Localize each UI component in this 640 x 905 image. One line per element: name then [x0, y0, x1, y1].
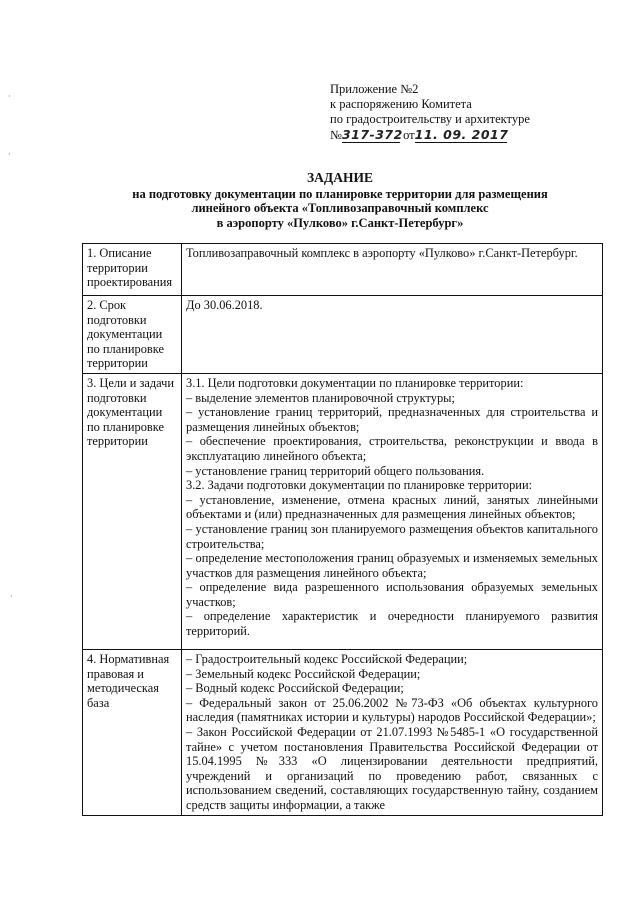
- content-line: – определение вида разрешенного использования образуемых земельных участков;: [186, 580, 598, 609]
- title-line-3: в аэропорту «Пулково» г.Санкт-Петербург»: [216, 215, 464, 230]
- table-row: [83, 373, 603, 649]
- scan-mark: ·: [8, 150, 11, 159]
- title-line-1: на подготовку документации по планировке территории для размещения: [132, 186, 548, 201]
- appendix-line-2: к распоряжению Комитета: [330, 97, 472, 111]
- row-content: [182, 244, 603, 296]
- appendix-header: [330, 82, 590, 143]
- row-label: 3. Цели и задачи подготовки документации по планировке территории: [83, 373, 182, 649]
- appendix-line-3: по градостроительству и архитектуре: [330, 112, 530, 126]
- content-line: – определение местоположения границ образуемых и изменяемых земельных участков для размещения линейного объекта;: [186, 551, 598, 580]
- title-line-2: линейного объекта «Топливозаправочный комплекс: [191, 201, 489, 215]
- content-line: – установление, изменение, отмена красных линий, занятых линейными объектами и (или) предназначенных для размещения линейных объектов;: [186, 492, 598, 522]
- title-main: ЗАДАНИЕ: [307, 170, 373, 185]
- content-line: До 30.06.2018.: [186, 298, 263, 312]
- table-row: [83, 244, 603, 296]
- row-label: 4. Нормативная правовая и методическая база: [83, 649, 182, 815]
- scan-mark: ·: [10, 592, 13, 601]
- appendix-number-date: [330, 127, 590, 143]
- row-content: [182, 296, 603, 374]
- content-line: – определение характеристик и очередности планируемого развития территорий.: [186, 609, 598, 639]
- content-line: – Земельный кодекс Российской Федерации;: [186, 666, 421, 681]
- handwritten-date: 11. 09. 2017: [414, 127, 509, 142]
- content-line: – установление границ территорий, предназначенных для строительства и размещения линейных объектов;: [186, 405, 598, 434]
- content-line: – Водный кодекс Российской Федерации;: [186, 681, 404, 696]
- content-line: – Градостроительный кодекс Российской Федерации;: [186, 651, 468, 666]
- document-title: [80, 171, 600, 230]
- content-line: – обеспечение проектирования, строительства, реконструкции и ввода в эксплуатацию линейного объекта;: [186, 434, 598, 463]
- content-line: 3.2. Задачи подготовки документации по планировке территории:: [186, 478, 533, 493]
- content-line: 3.1. Цели подготовки документации по планировке территории:: [186, 375, 524, 390]
- content-line: – выделение элементов планировочной структуры;: [186, 390, 455, 405]
- date-prefix: от: [403, 128, 415, 142]
- row-label: 2. Срок подготовки документации по планировке территории: [83, 296, 182, 374]
- row-content: [182, 649, 603, 815]
- scan-mark: ·: [8, 92, 11, 101]
- appendix-line-1: Приложение №2: [330, 82, 419, 96]
- table-row: [83, 296, 603, 374]
- task-table: [82, 243, 603, 816]
- content-line: – Закон Российской Федерации от 21.07.1993 №5485-1 «О государственной тайне» с учетом постановления Правительства Российской Федерации от 15.04.1995 №333 «О лицензировании деятельности предприятий, учреждений и организаций по проведению работ, связанных с использованием сведений, составляющих государственную тайну, созданием средств защиты информации, а также: [186, 724, 598, 812]
- content-line: – Федеральный закон от 25.06.2002 №73-ФЗ «Об объектах культурного наследия (памятниках истории и культуры) народов Российской Федерации»;: [186, 695, 598, 725]
- row-label: 1. Описание территории проектирования: [83, 244, 182, 296]
- content-line: – установление границ территорий общего пользования.: [186, 463, 485, 478]
- content-line: – установление границ зон планируемого размещения объектов капитального строительства;: [186, 521, 598, 551]
- content-line: Топливозаправочный комплекс в аэропорту «Пулково» г.Санкт-Петербург.: [186, 246, 578, 260]
- handwritten-number: 317-372: [341, 127, 403, 142]
- number-prefix: №: [330, 128, 342, 142]
- table-row: [83, 649, 603, 815]
- row-content: [182, 373, 603, 649]
